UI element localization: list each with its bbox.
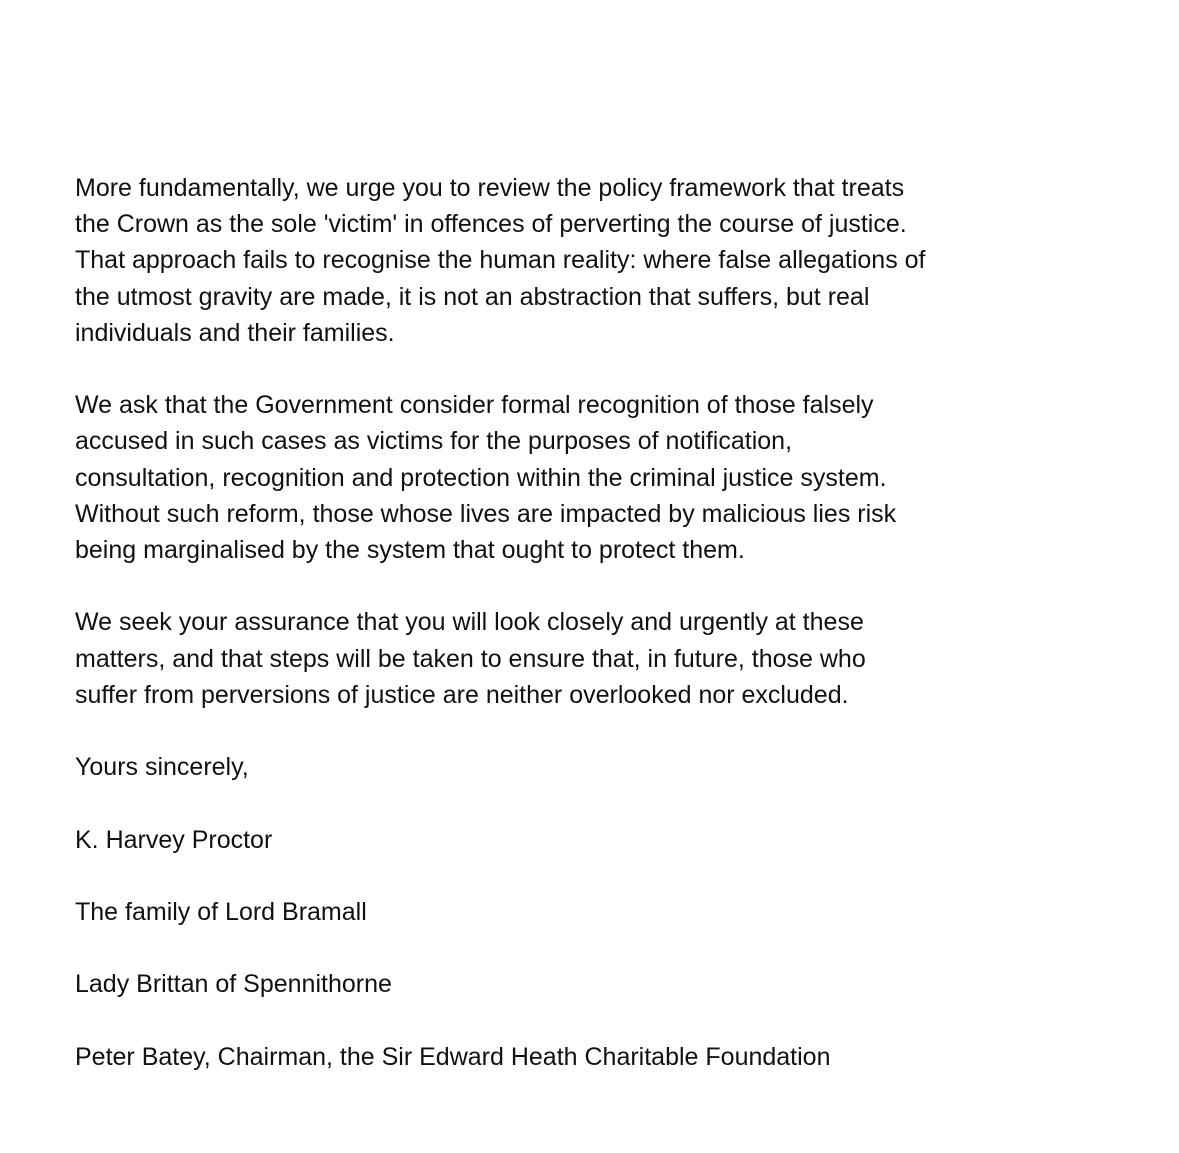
paragraph-line: individuals and their families.: [75, 318, 395, 347]
paragraph-line: the utmost gravity are made, it is not an abstraction that suffers, but real: [75, 282, 870, 311]
paragraph-spacer: [75, 785, 1135, 821]
paragraph-line: accused in such cases as victims for the purposes of notification,: [75, 427, 793, 456]
paragraph-spacer: [75, 858, 1135, 894]
closing-line: Yours sincerely,: [75, 753, 249, 782]
closing-salutation: [75, 749, 1135, 785]
signatory-bramall-family: [75, 894, 1135, 930]
paragraph-assurance: [75, 604, 1135, 713]
paragraph-review-policy: [75, 170, 1135, 351]
signatory-line: Lady Brittan of Spennithorne: [75, 970, 392, 999]
paragraph-spacer: [75, 713, 1135, 749]
paragraph-line: the Crown as the sole 'victim' in offences of perverting the course of justice.: [75, 210, 907, 239]
paragraph-line: matters, and that steps will be taken to ensure that, in future, those who: [75, 644, 866, 673]
letter-body: [75, 170, 1135, 1075]
paragraph-line: being marginalised by the system that ought to protect them.: [75, 536, 745, 565]
signatory-peter-batey: [75, 1039, 1135, 1075]
paragraph-line: We seek your assurance that you will look closely and urgently at these: [75, 608, 864, 637]
signatory-line: K. Harvey Proctor: [75, 825, 273, 854]
paragraph-spacer: [75, 1003, 1135, 1039]
paragraph-spacer: [75, 930, 1135, 966]
paragraph-line: consultation, recognition and protection within the criminal justice system.: [75, 463, 887, 492]
paragraph-line: More fundamentally, we urge you to review the policy framework that treats: [75, 174, 905, 202]
paragraph-line: Without such reform, those whose lives are impacted by malicious lies risk: [75, 499, 897, 528]
signatory-lady-brittan: [75, 966, 1135, 1002]
paragraph-line: We ask that the Government consider formal recognition of those falsely: [75, 391, 874, 420]
paragraph-line: suffer from perversions of justice are neither overlooked nor excluded.: [75, 680, 849, 709]
paragraph-spacer: [75, 568, 1135, 604]
paragraph-spacer: [75, 351, 1135, 387]
signatory-line: Peter Batey, Chairman, the Sir Edward Heath Charitable Foundation: [75, 1042, 831, 1071]
paragraph-line: That approach fails to recognise the human reality: where false allegations of: [75, 246, 926, 275]
paragraph-recognition-request: [75, 387, 1135, 568]
signatory-proctor: [75, 822, 1135, 858]
signatory-line: The family of Lord Bramall: [75, 897, 367, 926]
